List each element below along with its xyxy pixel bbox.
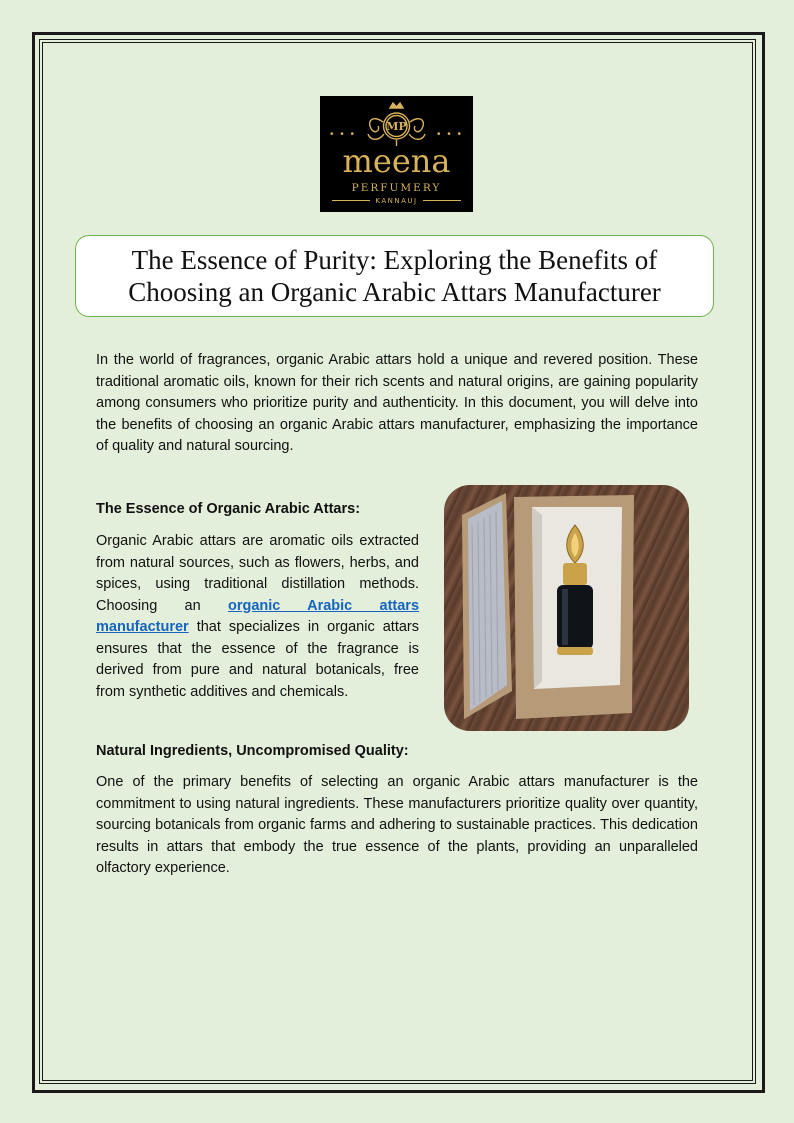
logo-location: KANNAUJ: [375, 197, 418, 205]
section-1-text-after: that specializes in organic attars ensures that the essence of the fragrance is derived from pure and natural botanicals, free from synthetic additives and chemicals.: [96, 619, 420, 700]
section-1-text-before: Organic Arabic attars are aromatic oils extracted from natural sources, such as flowers, herbs, and spices, using traditional distillation methods. Choosing an: [96, 533, 419, 614]
attar-bottle-photo: [444, 485, 689, 731]
logo-brand-name: meena: [342, 142, 451, 180]
section-1-paragraph: [96, 531, 419, 703]
logo-subtitle: PERFUMERY: [351, 182, 442, 194]
title-box: [75, 235, 714, 317]
logo-monogram: MP: [386, 120, 407, 133]
logo-dots-left: • • •: [330, 129, 357, 140]
page-title-line-2: Choosing an Organic Arabic Attars Manufacturer: [128, 277, 661, 307]
intro-paragraph: In the world of fragrances, organic Arabic attars hold a unique and revered position. These traditional aromatic oils, known for their rich scents and natural origins, are gaining popularity among consumers who prioritize purity and authenticity. In this document, you will delve into the benefits of choosing an organic Arabic attars manufacturer, emphasizing the importance of quality and natural sourcing.: [96, 352, 698, 454]
page-title: [128, 244, 661, 308]
logo-dots-right: • • •: [436, 129, 463, 140]
company-logo: [320, 96, 473, 212]
organic-attars-manufacturer-link[interactable]: organic Arabic attars manufacturer: [96, 597, 420, 635]
attar-bottle-illustration-icon: [444, 485, 689, 731]
crown-emblem-icon: [320, 100, 473, 148]
page-title-line-1: The Essence of Purity: Exploring the Benefits of: [131, 245, 658, 275]
section-1-heading: The Essence of Organic Arabic Attars:: [96, 501, 361, 517]
section-2-heading: Natural Ingredients, Uncompromised Quality:: [96, 743, 409, 759]
section-2-paragraph: One of the primary benefits of selecting an organic Arabic attars manufacturer is the commitment to using natural ingredients. These manufacturers prioritize quality over quantity, sourcing botanicals from organic farms and adhering to sustainable practices. This dedication results in attars that embody the true essence of the plants, providing an unparalleled olfactory experience.: [96, 774, 698, 876]
